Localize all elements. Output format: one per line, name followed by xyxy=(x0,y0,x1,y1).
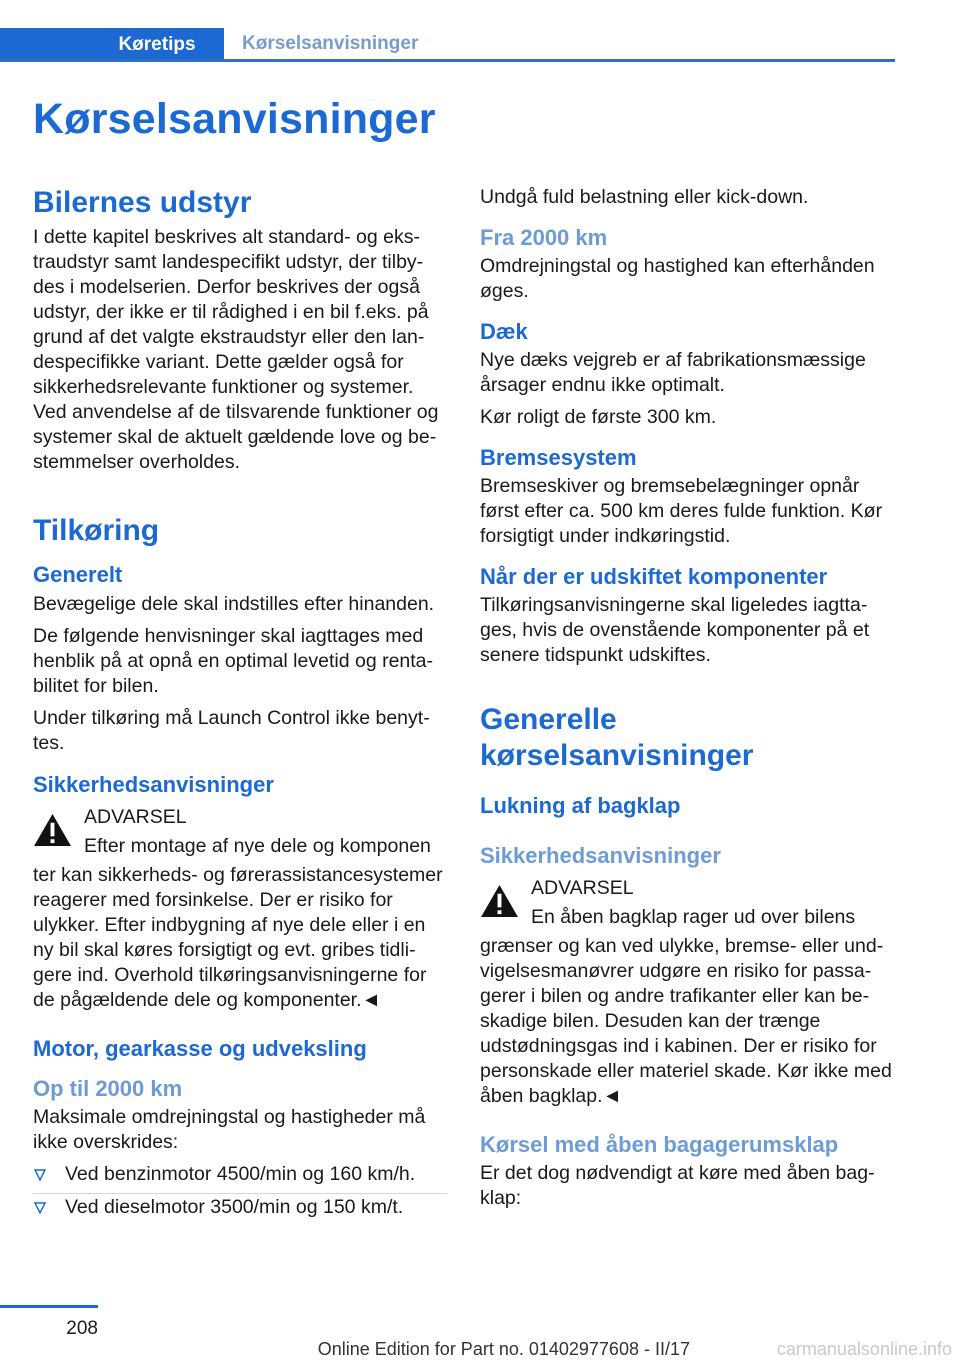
heading-motor: Motor, gearkasse og udveksling xyxy=(33,1036,367,1061)
korsel-aaben-text: Er det dog nødvendigt at køre med åben bagklap: xyxy=(480,1162,875,1209)
list-item-text: Ved benzinmotor 4500/min og 160 km/h. xyxy=(65,1163,416,1185)
warning-label: ADVARSEL xyxy=(84,806,187,828)
heading-op-til-2000: Op til 2000 km xyxy=(33,1076,183,1101)
heading-daek: Dæk xyxy=(480,319,528,344)
bilernes-udstyr-text: I dette kapitel beskrives alt standard- og ekstraudstyr samt landespecifikt udstyr, der tilbydes i modelserien. Derfor beskrives der også udstyr, der ikke er til rådighed i en bil f.eks. på grund af det valgte ekstraudstyr eller den landespecifikke variant. Dette gælder også for sikkerhedsrelevante funktioner og systemer. Ved anvendelse af de tilsvarende funktioner og systemer skal de aktuelt gældende love og bestemmelser overholdes. xyxy=(33,226,439,473)
bullet-triangle-icon xyxy=(34,1169,46,1181)
heading-tilkoring: Tilkøring xyxy=(33,514,160,547)
warning-block xyxy=(33,805,447,1013)
daek-p1: Nye dæks vejgreb er af fabrikationsmæssige årsager endnu ikke optimalt. xyxy=(480,349,866,396)
watermark: carmanualsonline.info xyxy=(776,1339,952,1359)
heading-fra-2000: Fra 2000 km xyxy=(480,225,608,250)
bullet-triangle-icon xyxy=(34,1202,46,1214)
heading-lukning-bagklap: Lukning af bagklap xyxy=(480,793,681,818)
heading-sikkerhedsanvisninger: Sikkerhedsanvisninger xyxy=(33,772,274,797)
kick-down-text: Undgå fuld belastning eller kick-down. xyxy=(480,186,809,208)
warning-triangle-icon xyxy=(33,813,72,847)
warning-first-line: Efter montage af nye dele og komponen xyxy=(84,835,431,857)
section-breadcrumb: Kørselsanvisninger xyxy=(242,32,419,54)
bremsesystem-text: Bremseskiver og bremsebelægninger opnår først efter ca. 500 km deres fulde funktion. Kør forsigtigt under indkøringstid. xyxy=(480,475,883,547)
tilkoring-p1: Bevægelige dele skal indstilles efter hinanden. xyxy=(33,593,435,615)
warning-first-line: En åben bagklap rager ud over bilens xyxy=(531,906,856,928)
right-column xyxy=(480,185,894,1218)
footer-rule xyxy=(0,1305,98,1308)
list-item-text: Ved dieselmotor 3500/min og 150 km/t. xyxy=(65,1196,404,1218)
fra-2000-text: Omdrejningstal og hastighed kan efterhånden øges. xyxy=(480,255,875,302)
warning-text: ter kan sikkerheds- og førerassistancesystemer reagerer med forsinkelse. Der er risiko for ulykker. Efter indbygning af nye dele eller i en ny bil skal køres forsigtigt og evt. gribes tidligere ind. Overhold tilkøringsanvisningerne for de pågældende dele og komponenter.◄ xyxy=(33,864,443,1011)
daek-p2: Kør roligt de første 300 km. xyxy=(480,406,717,428)
warning-triangle-icon xyxy=(480,884,519,918)
heading-bremsesystem: Bremsesystem xyxy=(480,445,637,470)
header-rule xyxy=(0,59,895,62)
heading-bilernes-udstyr: Bilernes udstyr xyxy=(33,186,252,219)
motor-text: Maksimale omdrejningstal og hastigheder må ikke overskrides: xyxy=(33,1106,426,1153)
list-item xyxy=(33,1162,447,1194)
motor-limits-list xyxy=(33,1162,447,1226)
page-header xyxy=(0,28,895,62)
tilkoring-p2: De følgende henvisninger skal iagttages med henblik på at opnå en optimal levetid og rentabilitet for bilen. xyxy=(33,625,434,697)
heading-generelt: Generelt xyxy=(33,562,123,587)
left-column xyxy=(33,185,447,1227)
chapter-tab: Køretips xyxy=(0,28,224,62)
heading-udskiftet: Når der er udskiftet komponenter xyxy=(480,564,828,589)
page-number: 208 xyxy=(66,1318,98,1339)
udskiftet-text: Tilkøringsanvisningerne skal ligeledes iagttages, hvis de ovenstående komponenter på et senere tidspunkt udskiftes. xyxy=(480,594,870,666)
heading-sikkerhedsanvisninger-2: Sikkerhedsanvisninger xyxy=(480,843,721,868)
warning-text: grænser og kan ved ulykke, bremse- eller undvigelsesmanøvrer udgøre en risiko for passagerer i bilen og andre trafikanter eller kan beskadige bilen. Desuden kan der trænge udstødningsgas ind i kabinen. Der er risiko for personskade eller materiel skade. Kør ikke med åben bagklap.◄ xyxy=(480,935,892,1107)
page-title: Kørselsanvisninger xyxy=(33,95,436,143)
warning-label: ADVARSEL xyxy=(531,877,634,899)
heading-generelle: Generelle kørselsanvisninger xyxy=(480,703,754,772)
warning-block-bagklap xyxy=(480,876,894,1109)
heading-korsel-aaben: Kørsel med åben bagagerumsklap xyxy=(480,1132,839,1157)
list-item xyxy=(33,1195,447,1226)
edition-text: Online Edition for Part no. 01402977608 - II/17 xyxy=(317,1339,690,1359)
tilkoring-p3: Under tilkøring må Launch Control ikke benyttes. xyxy=(33,707,430,754)
